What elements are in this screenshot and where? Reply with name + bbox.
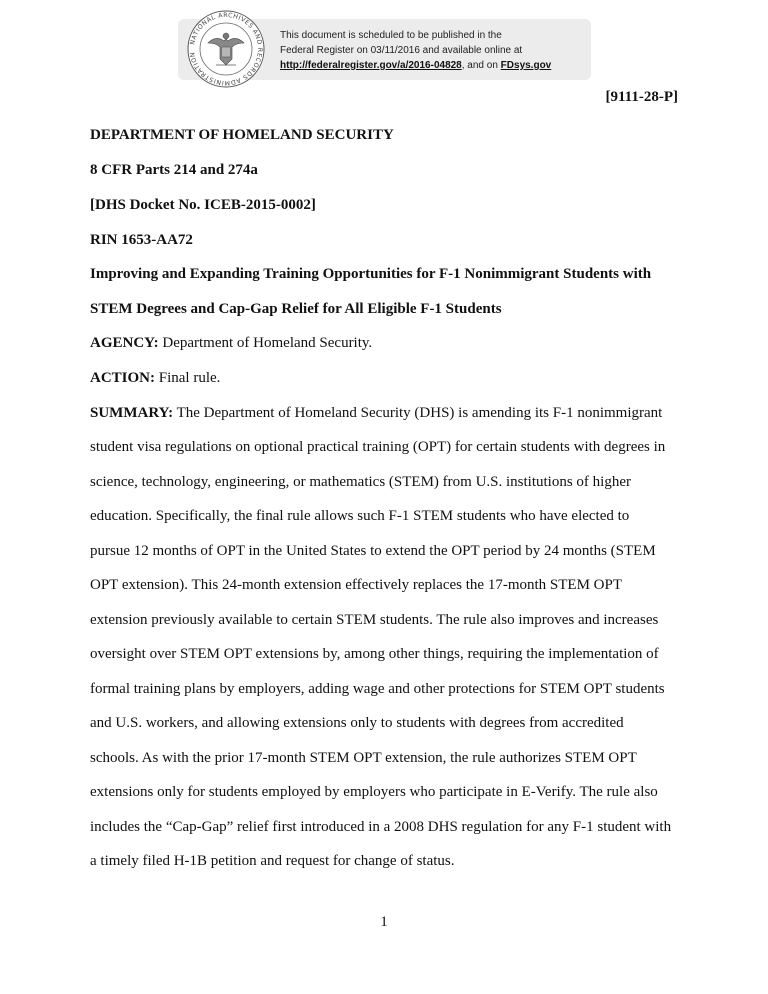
summary-line: and U.S. workers, and allowing extensions only to students with degrees from accredited	[90, 715, 624, 731]
summary-line: includes the “Cap-Gap” relief first introduced in a 2008 DHS regulation for any F-1 student with	[90, 819, 672, 835]
summary-line: schools. As with the prior 17-month STEM OPT extension, the rule authorizes STEM OPT	[90, 750, 637, 766]
docket-number: [DHS Docket No. ICEB-2015-0002]	[90, 197, 316, 213]
agency-value: Department of Homeland Security.	[158, 335, 373, 351]
action-label: ACTION:	[90, 370, 156, 386]
summary-line: oversight over STEM OPT extensions by, among other things, requiring the implementation of	[90, 646, 659, 662]
fdsys-link[interactable]: FDsys.gov	[500, 60, 552, 71]
summary-first-line: The Department of Homeland Security (DHS) is amending its F-1 nonimmigrant	[173, 405, 663, 421]
summary-line: a timely filed H-1B petition and request for change of status.	[90, 853, 455, 869]
rin-number: RIN 1653-AA72	[90, 232, 193, 248]
summary-line: extension previously available to certain STEM students. The rule also improves and increases	[90, 612, 659, 628]
department-heading: DEPARTMENT OF HOMELAND SECURITY	[90, 127, 394, 143]
summary-line: formal training plans by employers, adding wage and other protections for STEM OPT students	[90, 681, 665, 697]
summary-line: education. Specifically, the final rule allows such F-1 STEM students who have elected to	[90, 508, 630, 524]
seal-lettering: NATIONAL ARCHIVES AND RECORDS ADMINISTRATION	[189, 11, 264, 87]
rule-title-line-2: STEM Degrees and Cap-Gap Relief for All Eligible F-1 Students	[90, 301, 502, 317]
banner-line-1: This document is scheduled to be published in the	[280, 30, 502, 41]
agency-line	[90, 334, 372, 352]
banner-notice	[280, 28, 551, 73]
action-line	[90, 369, 220, 387]
summary-line: OPT extension). This 24-month extension effectively replaces the 17-month STEM OPT	[90, 577, 622, 593]
summary-line-0	[90, 404, 662, 422]
summary-line: extensions only for students employed by employers who participate in E-Verify. The rule also	[90, 784, 658, 800]
summary-line: pursue 12 months of OPT in the United States to extend the OPT period by 24 months (STEM	[90, 543, 656, 559]
summary-label: SUMMARY:	[90, 405, 174, 421]
federal-register-link[interactable]: http://federalregister.gov/a/2016-04828	[280, 60, 462, 71]
rule-title-line-1: Improving and Expanding Training Opportunities for F-1 Nonimmigrant Students with	[90, 266, 652, 282]
banner-line-3	[280, 58, 551, 73]
national-archives-seal-icon	[186, 9, 266, 89]
agency-label: AGENCY:	[90, 335, 159, 351]
summary-line: student visa regulations on optional practical training (OPT) for certain students with degrees in	[90, 439, 666, 455]
banner-line-2: Federal Register on 03/11/2016 and available online at	[280, 45, 523, 56]
banner-and-on: , and on	[461, 60, 501, 71]
document-number: [9111-28-P]	[605, 89, 678, 105]
federal-register-banner	[178, 11, 591, 87]
page-number: 1	[380, 914, 388, 930]
cfr-parts: 8 CFR Parts 214 and 274a	[90, 162, 258, 178]
action-value: Final rule.	[155, 370, 221, 386]
summary-line: science, technology, engineering, or mathematics (STEM) from U.S. institutions of higher	[90, 474, 631, 490]
